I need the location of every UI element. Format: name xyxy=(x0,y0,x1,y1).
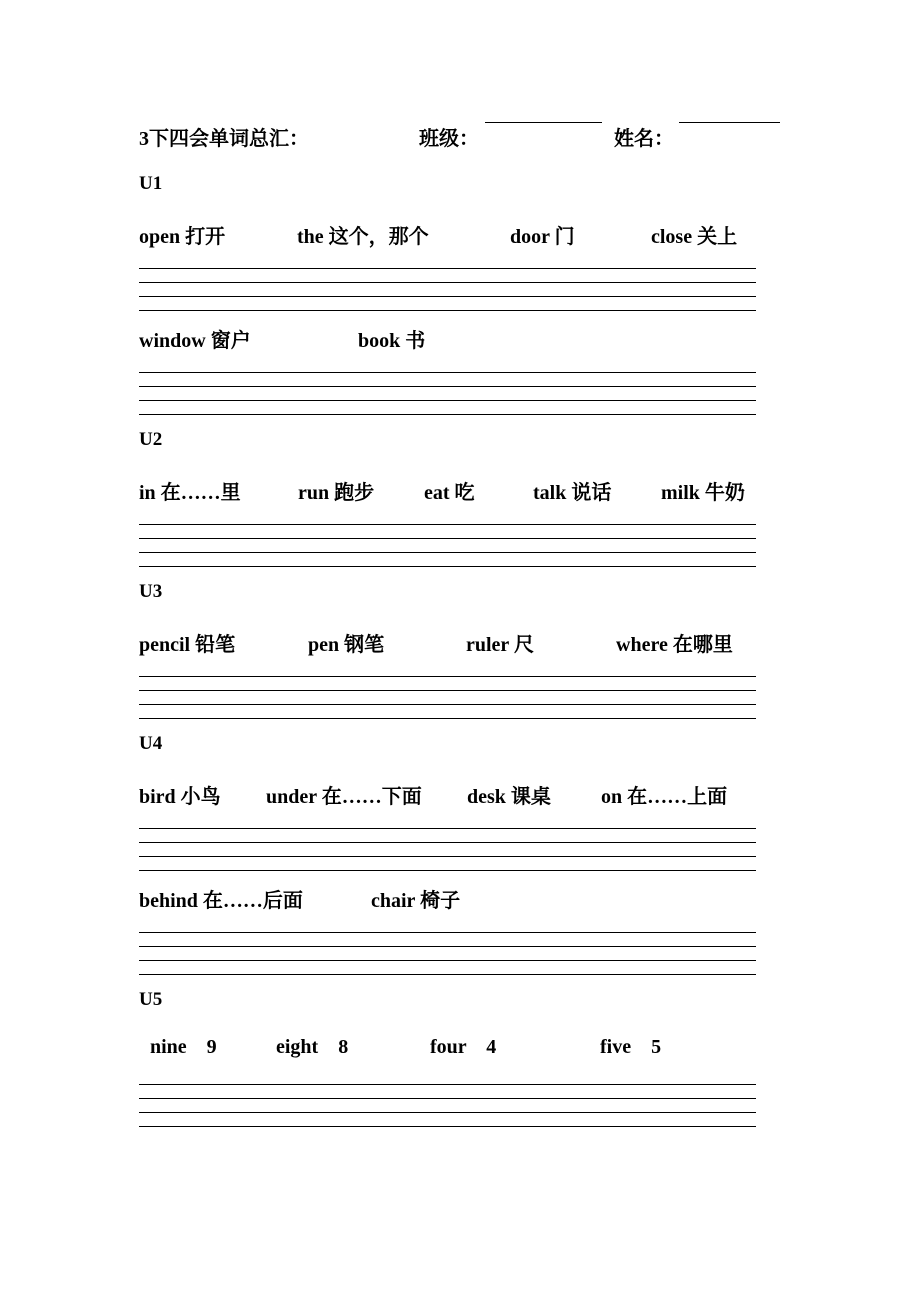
writing-lines[interactable] xyxy=(139,676,756,720)
unit-label-u1: U1 xyxy=(139,173,163,194)
worksheet-title: 3下四会单词总汇： xyxy=(139,128,309,150)
name-blank[interactable] xyxy=(679,122,780,123)
writing-lines[interactable] xyxy=(139,828,756,872)
word-item: pen 钢笔 xyxy=(308,634,385,656)
word-item: eat 吃 xyxy=(424,482,475,504)
word-item: bird 小鸟 xyxy=(139,786,221,808)
word-item: open 打开 xyxy=(139,226,226,248)
writing-lines[interactable] xyxy=(139,524,756,568)
unit-label-u3: U3 xyxy=(139,581,163,602)
word-item: under 在……下面 xyxy=(266,786,422,808)
writing-lines[interactable] xyxy=(139,372,756,416)
unit-label-u5: U5 xyxy=(139,989,163,1010)
word-item: where 在哪里 xyxy=(616,634,733,656)
class-blank[interactable] xyxy=(485,122,602,123)
word-item: milk 牛奶 xyxy=(661,482,745,504)
word-item: on 在……上面 xyxy=(601,786,728,808)
word-item: window 窗户 xyxy=(139,330,251,352)
writing-lines[interactable] xyxy=(139,1084,756,1128)
word-item: ruler 尺 xyxy=(466,634,534,656)
class-label: 班级： xyxy=(419,128,479,150)
word-item: desk 课桌 xyxy=(467,786,551,808)
word-item: five 5 xyxy=(600,1036,662,1058)
writing-lines[interactable] xyxy=(139,268,756,312)
word-item: run 跑步 xyxy=(298,482,375,504)
unit-label-u4: U4 xyxy=(139,733,163,754)
word-row-u3-1 xyxy=(139,628,779,656)
word-row-u1-2 xyxy=(139,324,779,352)
word-item: behind 在……后面 xyxy=(139,890,303,912)
name-label: 姓名： xyxy=(614,128,674,150)
word-row-u5-1 xyxy=(139,1036,779,1064)
word-item: close 关上 xyxy=(651,226,738,248)
word-item: pencil 铅笔 xyxy=(139,634,236,656)
word-item: book 书 xyxy=(358,330,426,352)
word-item: four 4 xyxy=(430,1036,497,1058)
word-item: nine 9 xyxy=(150,1036,217,1058)
word-item: eight 8 xyxy=(276,1036,349,1058)
word-row-u4-1 xyxy=(139,780,779,808)
word-item: in 在……里 xyxy=(139,482,241,504)
writing-lines[interactable] xyxy=(139,932,756,976)
word-item: chair 椅子 xyxy=(371,890,461,912)
word-row-u4-2 xyxy=(139,884,779,912)
word-item: talk 说话 xyxy=(533,482,612,504)
word-item: door 门 xyxy=(510,226,575,248)
unit-label-u2: U2 xyxy=(139,429,163,450)
word-row-u1-1 xyxy=(139,220,779,248)
word-item: the 这个，那个 xyxy=(297,226,429,248)
word-row-u2-1 xyxy=(139,476,779,504)
